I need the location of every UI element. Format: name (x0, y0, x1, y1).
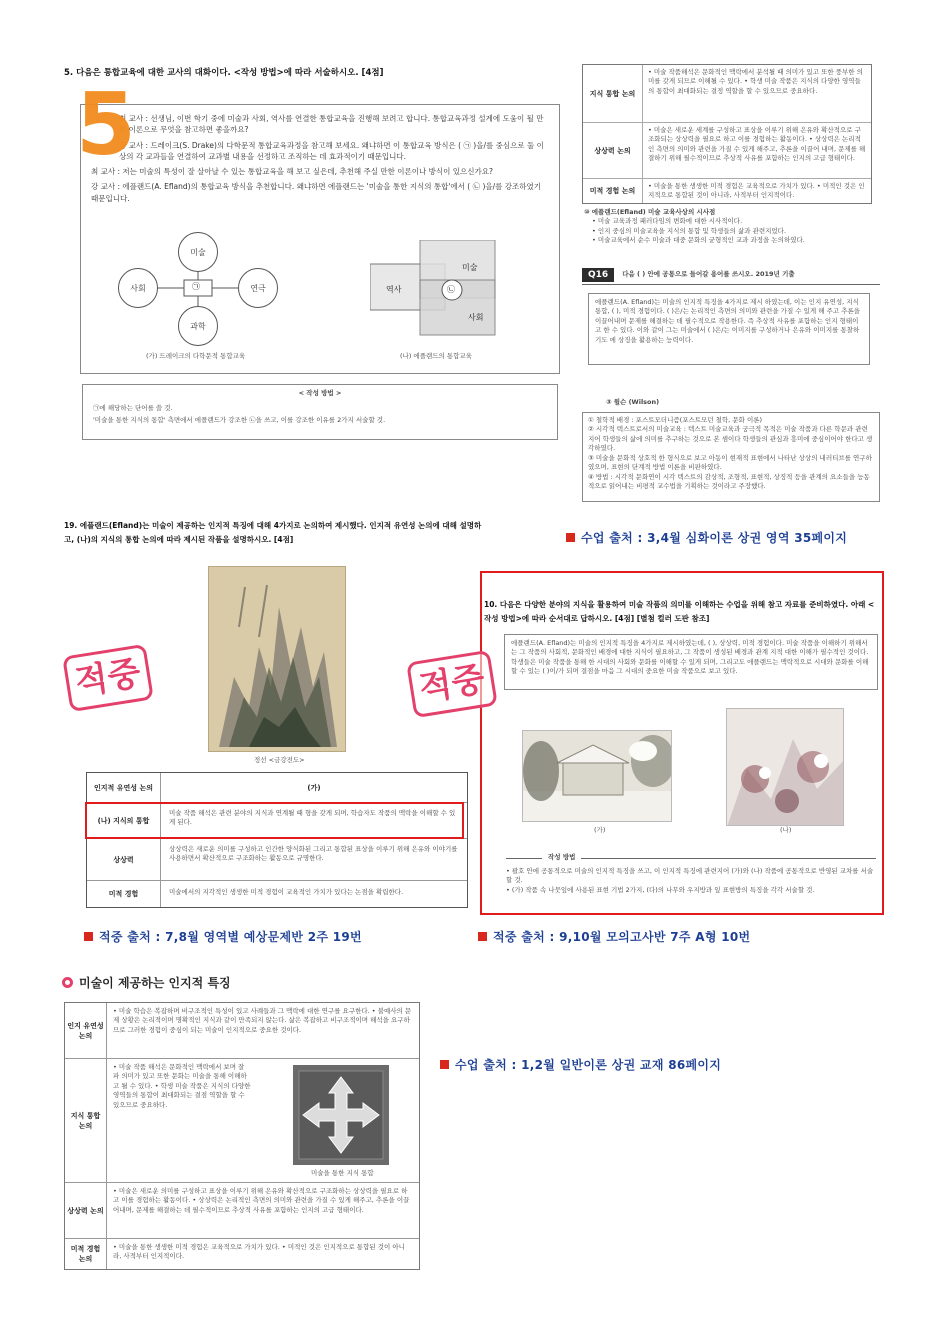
geumgang-painting (208, 566, 346, 752)
implications-title: ⑩ 에플랜드(Efland) 미술 교육사상의 시사점 (584, 208, 716, 216)
diagram-b-caption: (나) 에플랜드의 통합교육 (400, 352, 472, 360)
header-label: 인지적 유연성 논의 (87, 773, 161, 802)
diagram-efland (370, 240, 540, 350)
hit-stamp: 적중 (62, 644, 153, 712)
caption-text: 적중 출처 : 9,10월 모의고사반 7주 A형 10번 (493, 930, 751, 944)
q5-method-box (82, 384, 558, 440)
diagram-a-caption: (가) 드레이크의 다학문적 통합교육 (146, 352, 246, 360)
circle-bottom: 과학 (178, 306, 218, 346)
figure-caption: 미술을 통한 지식 통합 (311, 1169, 374, 1177)
caption-text: 적중 출처 : 7,8월 영역별 예상문제반 2주 19번 (99, 930, 362, 944)
implication-item: • 인지 중심의 미술교육을 지식의 통합 및 학생들의 삶과 관련지었다. (592, 226, 787, 235)
square-bullet-icon (84, 932, 93, 941)
row-label: 미적 경험 논의 (583, 179, 643, 203)
class-source-caption-1 (566, 529, 847, 546)
dialogue-line: 최 교사 : 선생님, 이번 학기 중에 미술과 사회, 역사를 연결한 통합교육을 진행해 보려고 합니다. 통합교육과정 설계에 도움이 될 만한 이론으로 무엇을 참고하면 좋을까요? (119, 114, 544, 135)
wilson-item: ④ 방법 : 시각적 문화연이 시각 텍스트의 감상적, 조형적, 표현적, 상징적 등을 관계의 요소들을 능동적으로 읽어내는 비평적 교수법을 기획하는 것이라고 주장했다. (588, 472, 870, 490)
square-bullet-icon (566, 533, 575, 542)
row-text: • 미술 작품해석은 문화적인 맥락에서 분석될 때 의미가 있고 또한 풍부한 의미를 갖게 되므로 이해될 수 있다. • 학생 미술 작품은 지식의 다양한 영역들의 통합이 최대화되는 결정 역할을 할 수 있으므로 중요하다. (648, 68, 863, 95)
painting-caption: 정선 <금강전도> (254, 756, 305, 764)
q16-box: 에플랜드(A. Efland)는 미술의 인지적 특징을 4가지로 제시 하였는데, 이는 인지 유연성, 지식 통합, ( ), 미적 경험이다. ( )은/는 논리적인 측면의 의미와 관련을 가질 수 있게 해 주고 추론을 이끌어내며 문제를 해결하는 데 필수적으로 작용한다. 즉 추상적 사유를 포함하는 인지 형태이고 한 수 있다. 이와 같이 그는 미술에서 ( )은/는 이미지를 구성하거나 은유와 이미지를 통찰하기도 에 상징을 활용하는 능력이다. (588, 293, 870, 365)
caption-text: 수업 출처 : 1,2월 일반이론 상권 교재 86페이지 (455, 1058, 722, 1072)
row-text: 상상력은 새로운 의미를 구성하고 인간한 양식화된 그리고 통합된 표상을 이루기 위해 은유와 이야기를 사용하면서 확산적으로 구조화하는 활동으로 규명한다. (169, 845, 458, 863)
q5-title: 5. 다음은 통합교육에 대한 교사의 대화이다. <작성 방법>에 따라 서술하시오. [4점] (64, 68, 384, 78)
diagram-drake (118, 232, 278, 362)
hit-source-caption-1 (84, 928, 362, 945)
q10-text: 에플랜드(A. Efland)는 미술의 인지적 특징을 4가지로 제시하였는데, ( ), 상상력, 미적 경험이다. 미술 작품을 이해하기 위해서는 그 작품의 사회적, 문화적인 배경에 대한 지식이 필요하고, 그 작품이 생성된 배경과 관계 지적 대한 이해가 필수적인 것이다. 학생들은 미술 작품을 통해 한 시대의 사회와 문화를 이해할 수 있게 되며, 그리고도 에플랜드는 맥락적으로 시대와 문화를 이해할 수 있는 ( )이/가 되며 결점을 마음 그 시대의 중요한 미술 작품으로 보고 있다. (504, 634, 878, 690)
knowledge-integration-figure (293, 1065, 389, 1165)
circle-top: 미술 (178, 232, 218, 272)
method-item: • 괄호 안에 공통적으로 미술의 인지적 특징을 쓰고, 이 인지적 특징에 관련지어 (가)와 (나) 작품에 공통적으로 반영된 교차를 서술할 것. (506, 867, 874, 885)
circle-bullet-icon (62, 977, 73, 988)
method-item: • (가) 작품 속 나뭇잎에 사용된 표현 기법 2가지, (다)의 나무와 우지방과 잎 표현방의 특징을 각각 서술할 것. (506, 885, 815, 894)
row-label: 미적 경험 (87, 881, 161, 907)
hit-stamp: 적중 (406, 650, 497, 718)
method-title: 작성 방법 (542, 853, 581, 862)
center-mark: ㉠ (192, 282, 200, 291)
row-label: 미적 경험 논의 (65, 1239, 107, 1269)
row-label: 인지 유연성 논의 (65, 1003, 107, 1058)
q16-title: 다음 ( ) 안에 공통으로 들어갈 용어를 쓰시오. 2019년 기출 (622, 269, 795, 278)
row-label: (나) 지식의 통합 (87, 803, 161, 838)
q19-title: 19. 에플랜드(Efland)는 미술이 제공하는 인지적 특징에 대해 4가지로 논의하여 제시했다. 인지적 유연성 논의에 대해 설명하고, (나)의 지식의 통합 논의에 따라 제시된 작품을 설명하시오. [4점] (64, 521, 482, 545)
row-label: 상상력 논의 (65, 1183, 107, 1238)
q19-table (86, 772, 468, 908)
page-number: 5 (76, 75, 136, 175)
implication-item: • 미술교육에서 순수 미술과 대중 문화의 균형적인 교과 과정을 논의하였다. (592, 236, 805, 245)
painting-a (522, 730, 672, 822)
wilson-item: ② 시각적 텍스트로서의 미술교육 : 텍스트 미술교육과 궁극적 목적은 미술 작품과 다른 학문과 관련지어 학생들의 삶에 의미를 추구하는 것으로 본 셈이다 학생들의 관심과 흥미에 중심이어야 한다고 생각하였다. (588, 425, 873, 453)
wilson-item: ③ 미술을 문화적 상호적 한 형식으로 보고 아동이 현재적 표현에서 나타난 상상의 내러티브를 연구하였으며, 표현의 단계적 방법 이론을 비판하였다. (588, 453, 872, 472)
efland-center-mark: ㉡ (447, 285, 455, 294)
efland-top-label: 미술 (462, 263, 478, 272)
efland-table (582, 64, 872, 204)
method-item: '미술을 통한 지식의 통합' 측면에서 에플랜드가 강조한 ㉡을 쓰고, 이를 강조한 이유를 2가지 서술할 것. (93, 415, 386, 424)
cognitive-features-table (64, 1002, 420, 1270)
highlight-box (85, 802, 464, 839)
row-text: • 미술은 새로운 의미를 구성하고 표상을 이루기 위해 은유와 확산적으로 구조화하는 상상력을 필요로 하고 이를 경험하는 활동이다. • 상상력은 논리적인 측면의 의미와 관련을 가질 수 있게 해주고, 추론을 이끌어내며, 문제를 해결하는 데 필수적이므로 추상적 사유를 포함하는 인지의 고급 형태이다. (113, 1187, 410, 1214)
header-value: (가) (307, 783, 321, 792)
wilson-item: ① 철학적 배경 : 포스트모더니즘(포스트모던 철학, 문화 이론) (588, 416, 763, 424)
dialogue-line: 강 교사 : 에플랜드(A. Efland)의 통합교육 방식을 추천합니다. 왜냐하면 에플랜드는 '미술을 통한 지식의 통합'에서 ( ㉡ )을/를 강조하였기 때문입니다. (91, 182, 542, 203)
method-title: < 작성 방법 > (298, 389, 342, 397)
q16-tag: Q16 (582, 268, 614, 282)
efland-left-label: 역사 (386, 285, 402, 294)
heading-text: 미술이 제공하는 인지적 특징 (79, 976, 231, 990)
method-item: ㉠에 해당하는 단어를 쓸 것. (93, 404, 173, 413)
section-heading (62, 974, 231, 991)
dialogue-line: 강 교사 : 드레이크(S. Drake)의 다학문적 통합교육과정을 참고해 보세요. 왜냐하면 이 통합교육 방식은 ( ㉠ )을/를 중심으로 둘 이상의 각 교과들을 연결하여 교과별 내용을 선정하고 조직하는 데 효과적이기 때문입니다. (119, 140, 544, 161)
row-label: 지식 통합 논의 (65, 1059, 107, 1182)
square-bullet-icon (440, 1060, 449, 1069)
hit-source-caption-2 (478, 928, 750, 945)
row-text: • 미술 학습은 복잡하며 비구조적인 특성이 있고 사례들과 그 맥락에 대한 연구를 요구한다. • 불예사의 문제 상황은 논리적이며 명확적인 지식과 같이 만족되지 않는다. 삶은 복잡하고 비구조적이며 해석을 요구하므로 그러한 경험이 중심이 되는 미술이 인지적으로 중요한 것이다. (113, 1007, 412, 1034)
row-text: 미술에서의 지각적인 생생한 미적 경험이 교육적인 가치가 있다는 논점을 확립한다. (169, 888, 404, 896)
circle-right: 연극 (238, 268, 278, 308)
row-text: • 미술을 통한 생생한 미적 경험은 교육적으로 가치가 있다. • 미적인 것은 인지적으로 통합된 것이 아니라, 사적부터 인지적이다. (648, 182, 865, 200)
square-bullet-icon (478, 932, 487, 941)
row-label: 상상력 (87, 839, 161, 880)
wilson-box (582, 412, 880, 502)
row-text: 미술 작품 해석은 관련 분야의 지식과 연계될 때 형을 갖게 되며, 학습자도 작품의 맥락을 이해할 수 있게 된다. (169, 809, 456, 827)
fig-b-label: (나) (780, 826, 792, 834)
fig-a-label: (가) (594, 826, 606, 834)
q10-method-box (506, 853, 876, 904)
caption-text: 수업 출처 : 3,4월 심화이론 상권 영역 35페이지 (581, 531, 848, 545)
row-text: • 미술을 통한 생생한 미적 경험은 교육적으로 가치가 있다. • 미적인 것은 인지적으로 통합된 것이 아니라, 사적부터 인지적이다. (113, 1243, 405, 1261)
row-text: • 미술은 새로운 세계를 구성하고 표상을 이루기 위해 은유와 확산적으로 구조화되는 상상력을 필요로 하고 이를 경험하는 활동이다. • 상상력은 논리적인 측면의 의미와 관련을 가질 수 있게 해주고, 추론을 이끌어 내며, 문제를 해결하기 위해 필수적이므로 추상적 사유를 포함하는 인지의 고급 형태이다. (648, 126, 866, 163)
painting-b (726, 708, 844, 826)
implication-item: • 미술 교육과정 패러다임의 변화에 대한 시사적이다. (592, 217, 743, 226)
q16-header (582, 265, 880, 285)
wilson-title: ③ 윌슨 (Wilson) (606, 398, 660, 406)
row-text: • 미술 작품 해석은 문화적인 맥락에서 보며 잘 파 의미가 있고 또한 문화는 미술을 통해 이해하고 될 수 있다. • 학생 미술 작품은 지식의 다양한 영역들의 통합이 최대화되는 결점 역할을 할 수 있으므로 중요하다. (113, 1063, 251, 1109)
class-source-caption-2 (440, 1056, 721, 1073)
row-label: 상상력 논의 (583, 123, 643, 178)
row-label: 지식 통합 논의 (583, 65, 643, 122)
q10-title: 10. 다음은 다양한 분야의 지식을 활용하여 미술 작품의 의미를 이해하는 수업을 위해 참고 자료를 준비하였다. 아래 <작성 방법>에 따라 순서대로 답하시오. [4점] [별첨 컬러 도판 참조] (484, 600, 875, 624)
circle-left: 사회 (118, 268, 158, 308)
dialogue-line: 최 교사 : 저는 미술의 특성이 잘 살아날 수 있는 통합교육을 해 보고 싶은데, 추천해 주실 만한 이론이나 방식이 있으신가요? (91, 167, 493, 176)
efland-implications (584, 208, 874, 246)
efland-bottom-label: 사회 (468, 313, 484, 322)
